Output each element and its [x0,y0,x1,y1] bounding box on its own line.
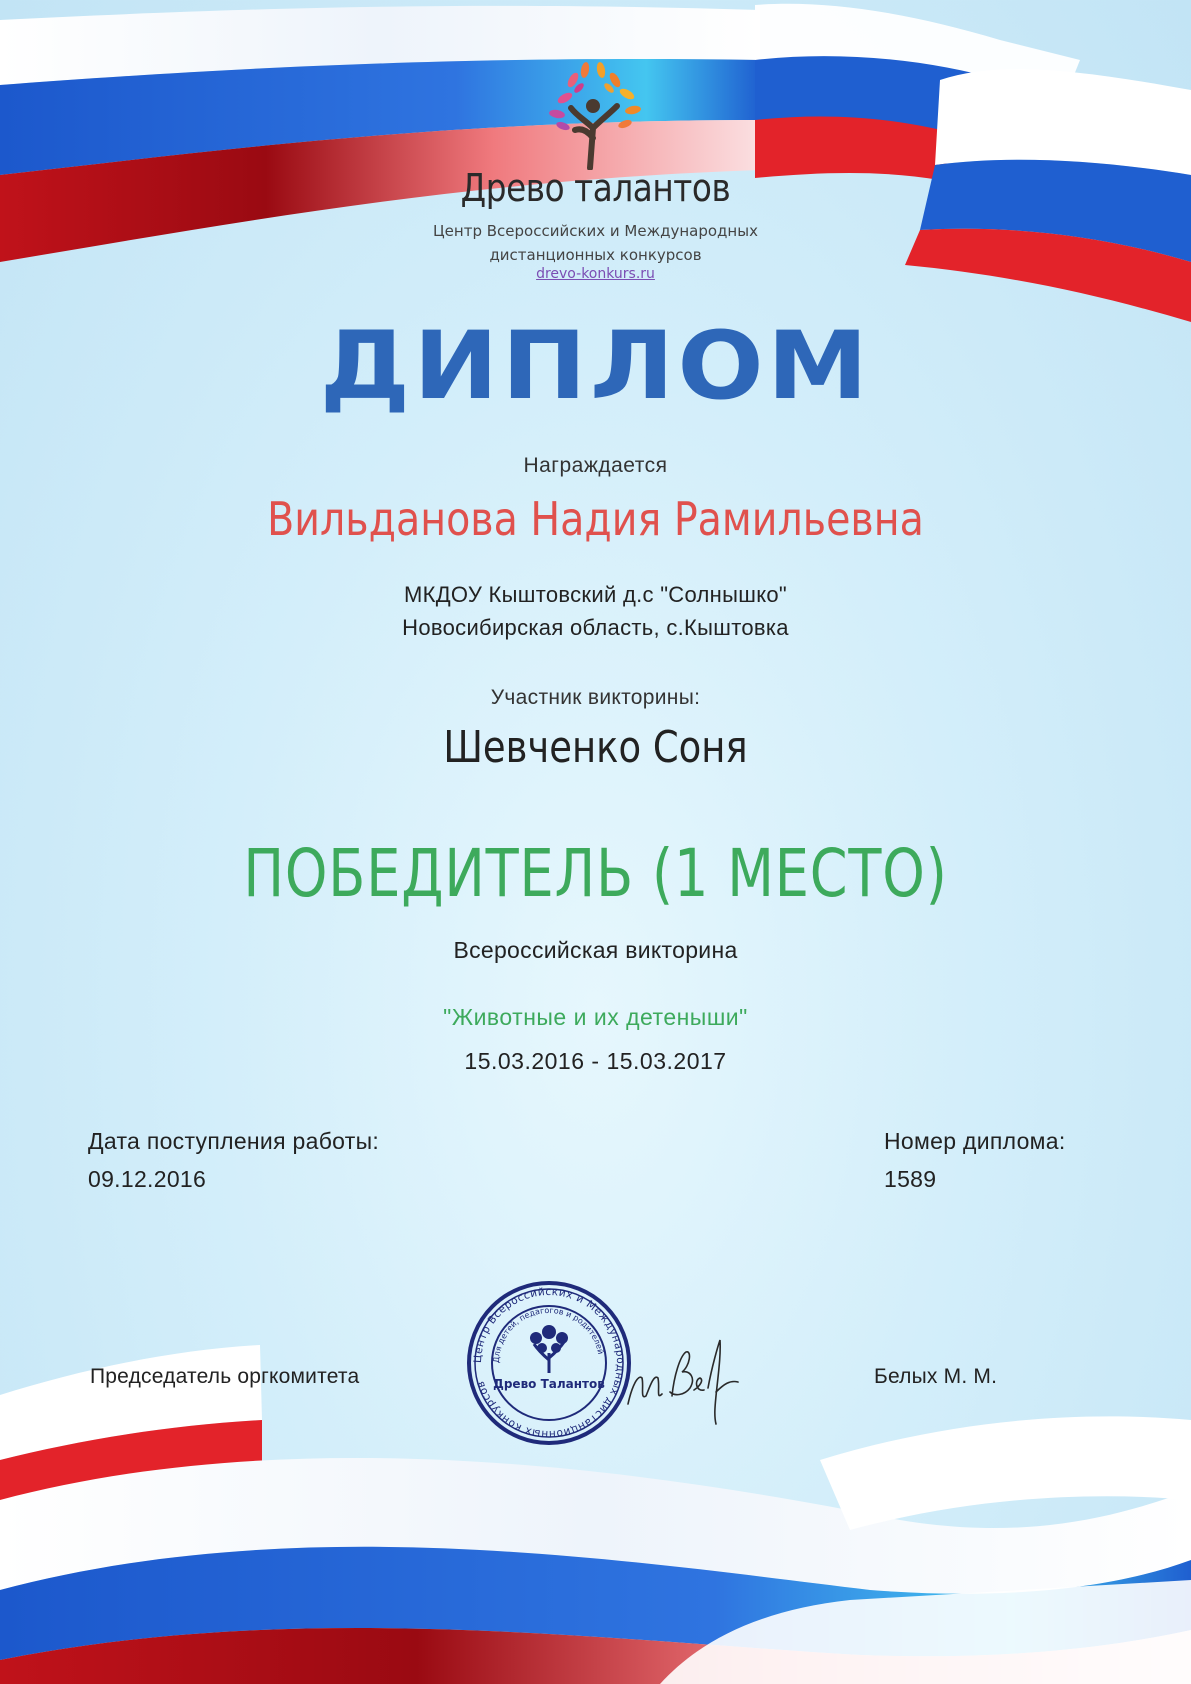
signature [620,1316,750,1428]
submission-date-block [88,1122,379,1198]
submission-date: 09.12.2016 [88,1166,207,1192]
organization [0,578,1191,644]
stamp-inner-text: Для детей, педагогов и родителей [491,1305,606,1364]
brand-subtitle-line2: дистанционных конкурсов [489,246,702,264]
brand-subtitle [0,219,1191,267]
organization-line1: МКДОУ Кыштовский д.с "Солнышко" [403,582,788,607]
contest-name: "Животные и их детеныши" [443,1004,748,1030]
organization-line2: Новосибирская область, с.Кыштовка [402,615,789,640]
contest-type: Всероссийская викторина [453,937,738,963]
diploma-number-label: Номер диплома: [884,1128,1066,1154]
chair-name: Белых М. М. [874,1365,998,1388]
awarded-label: Награждается [523,454,668,477]
brand-subtitle-line1: Центр Всероссийских и Международных [433,222,758,240]
contest-dates: 15.03.2016 - 15.03.2017 [464,1048,727,1074]
stamp-outer-text: Центр Всероссийских и Международных дистанционных конкурсов [471,1285,627,1441]
award-result: ПОБЕДИТЕЛЬ (1 МЕСТО) [243,835,948,912]
submission-date-label: Дата поступления работы: [88,1128,380,1154]
brand-name: Древо талантов [460,166,731,210]
participant-name: Шевченко Соня [443,722,748,773]
stamp-center-text: Древо Талантов [493,1377,605,1391]
participant-label: Участник викторины: [490,686,701,709]
website-link[interactable] [0,266,1191,282]
page-title: ДИПЛОМ [319,312,872,421]
tree-logo-icon [535,58,655,170]
recipient-name: Вильданова Надия Рамильевна [267,492,924,546]
diploma-number: 1589 [884,1166,937,1192]
round-stamp [464,1278,634,1448]
website-link-text[interactable]: drevo-konkurs.ru [536,266,655,282]
diploma-number-block [884,1122,1066,1198]
chair-label: Председатель оргкомитета [90,1365,360,1388]
